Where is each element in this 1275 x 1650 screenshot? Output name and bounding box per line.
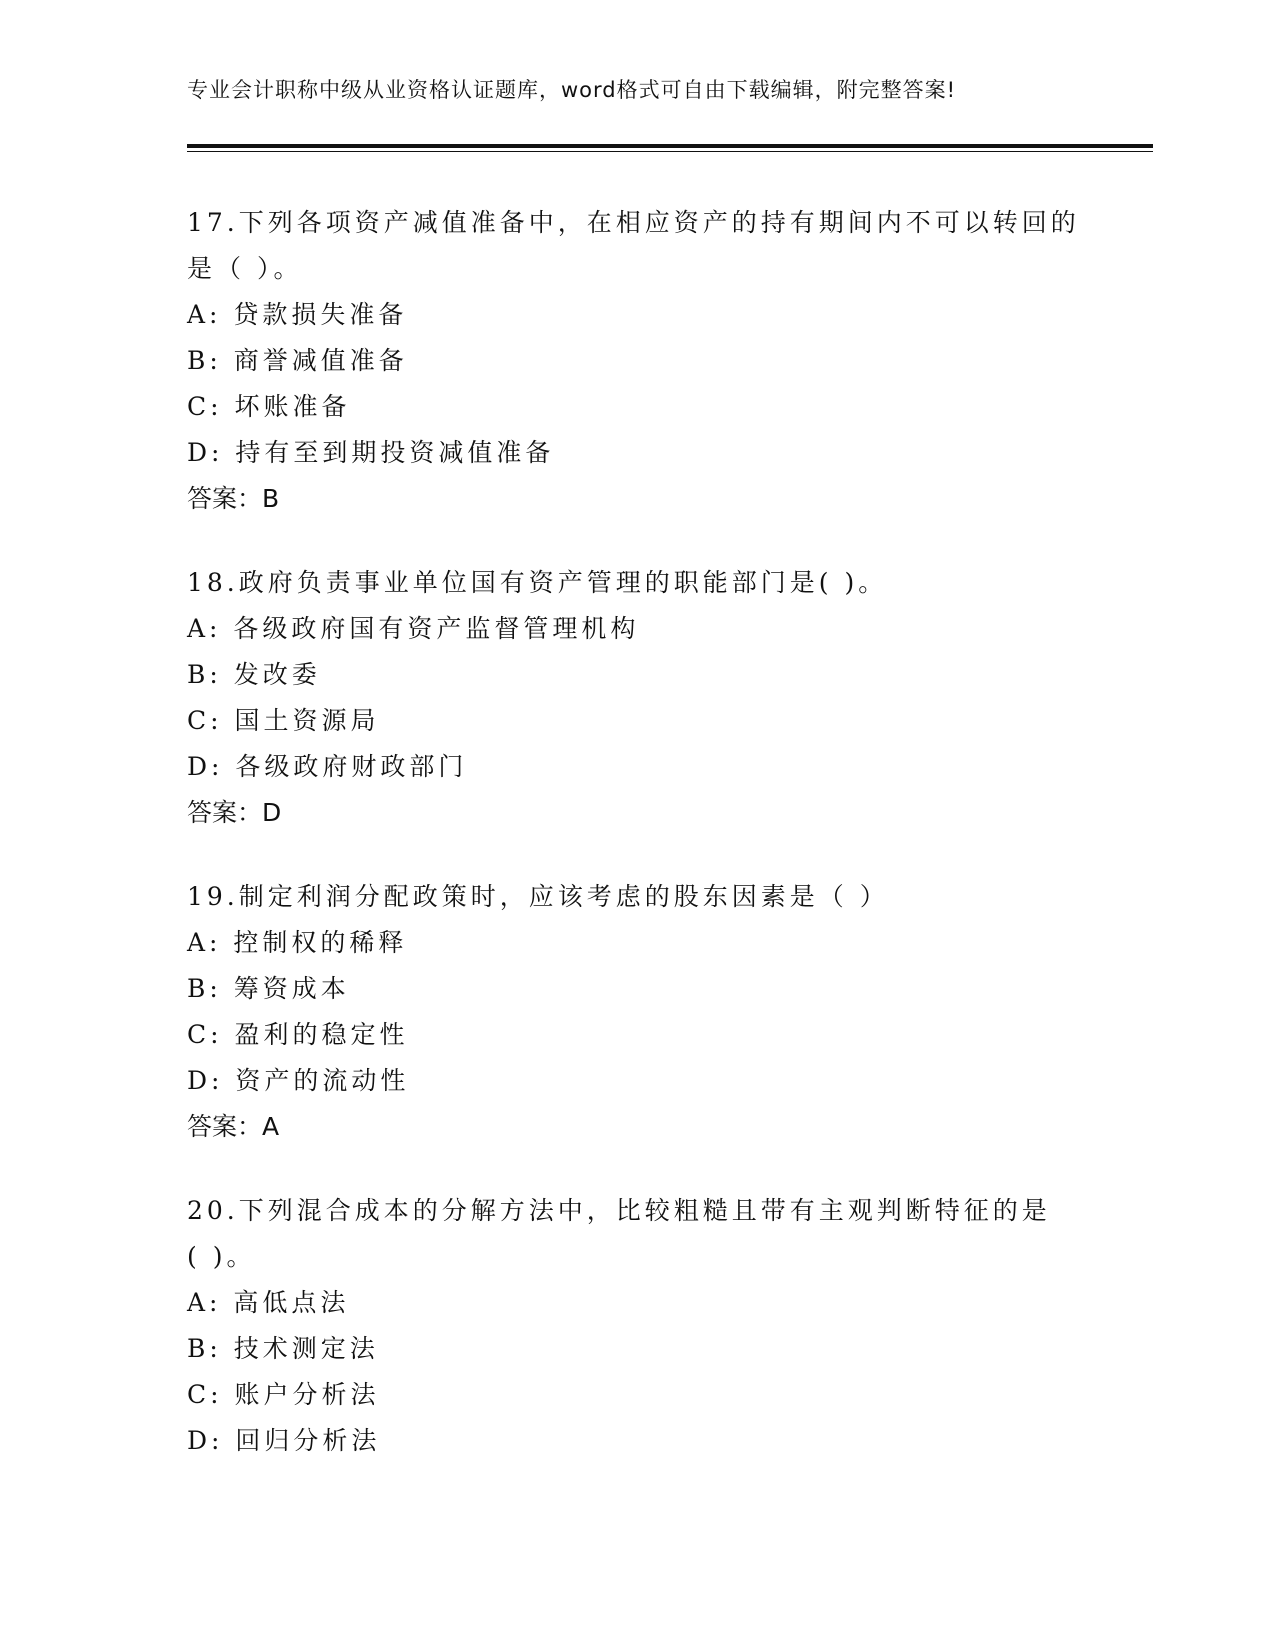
option-b: B: 筹资成本 <box>187 974 350 1003</box>
option-a: A: 高低点法 <box>187 1288 350 1317</box>
option-d: D: 各级政府财政部门 <box>187 752 468 781</box>
question-19 <box>187 874 1087 1150</box>
question-stem-line: ( )。 <box>187 1242 256 1271</box>
option-d: D: 持有至到期投资减值准备 <box>187 438 555 467</box>
option-b: B: 商誉减值准备 <box>187 346 408 375</box>
header-divider-thick <box>187 144 1153 148</box>
question-stem-line: 19.制定利润分配政策时，应该考虑的股东因素是（ ） <box>187 882 889 911</box>
answer-label: 答案： <box>187 1112 263 1141</box>
option-b: B: 发改委 <box>187 660 321 689</box>
option-d: D: 资产的流动性 <box>187 1066 410 1095</box>
option-b: B: 技术测定法 <box>187 1334 379 1363</box>
answer-value: A <box>262 1112 280 1141</box>
option-c: C: 账户分析法 <box>187 1380 380 1409</box>
option-c: C: 盈利的稳定性 <box>187 1020 409 1049</box>
question-stem-line: 17.下列各项资产减值准备中，在相应资产的持有期间内不可以转回的 <box>187 208 1080 237</box>
option-a: A: 贷款损失准备 <box>187 300 408 329</box>
question-18 <box>187 560 1087 836</box>
question-stem-line: 20.下列混合成本的分解方法中，比较粗糙且带有主观判断特征的是 <box>187 1196 1051 1225</box>
question-20 <box>187 1188 1087 1464</box>
option-a: A: 控制权的稀释 <box>187 928 408 957</box>
header-title: 专业会计职称中级从业资格认证题库，word格式可自由下载编辑，附完整答案! <box>187 78 957 102</box>
answer-label: 答案： <box>187 484 263 513</box>
question-17 <box>187 200 1087 522</box>
answer-line <box>187 790 1087 836</box>
question-stem-line: 18.政府负责事业单位国有资产管理的职能部门是( )。 <box>187 568 888 597</box>
answer-line <box>187 1104 1087 1150</box>
option-a: A: 各级政府国有资产监督管理机构 <box>187 614 640 643</box>
answer-label: 答案： <box>187 798 263 827</box>
option-c: C: 国土资源局 <box>187 706 380 735</box>
header-divider-thin <box>187 151 1153 152</box>
option-c: C: 坏账准备 <box>187 392 351 421</box>
answer-line <box>187 476 1087 522</box>
question-stem-line: 是（ ）。 <box>187 254 303 283</box>
answer-value: B <box>262 484 280 513</box>
option-d: D: 回归分析法 <box>187 1426 381 1455</box>
answer-value: D <box>262 798 282 827</box>
